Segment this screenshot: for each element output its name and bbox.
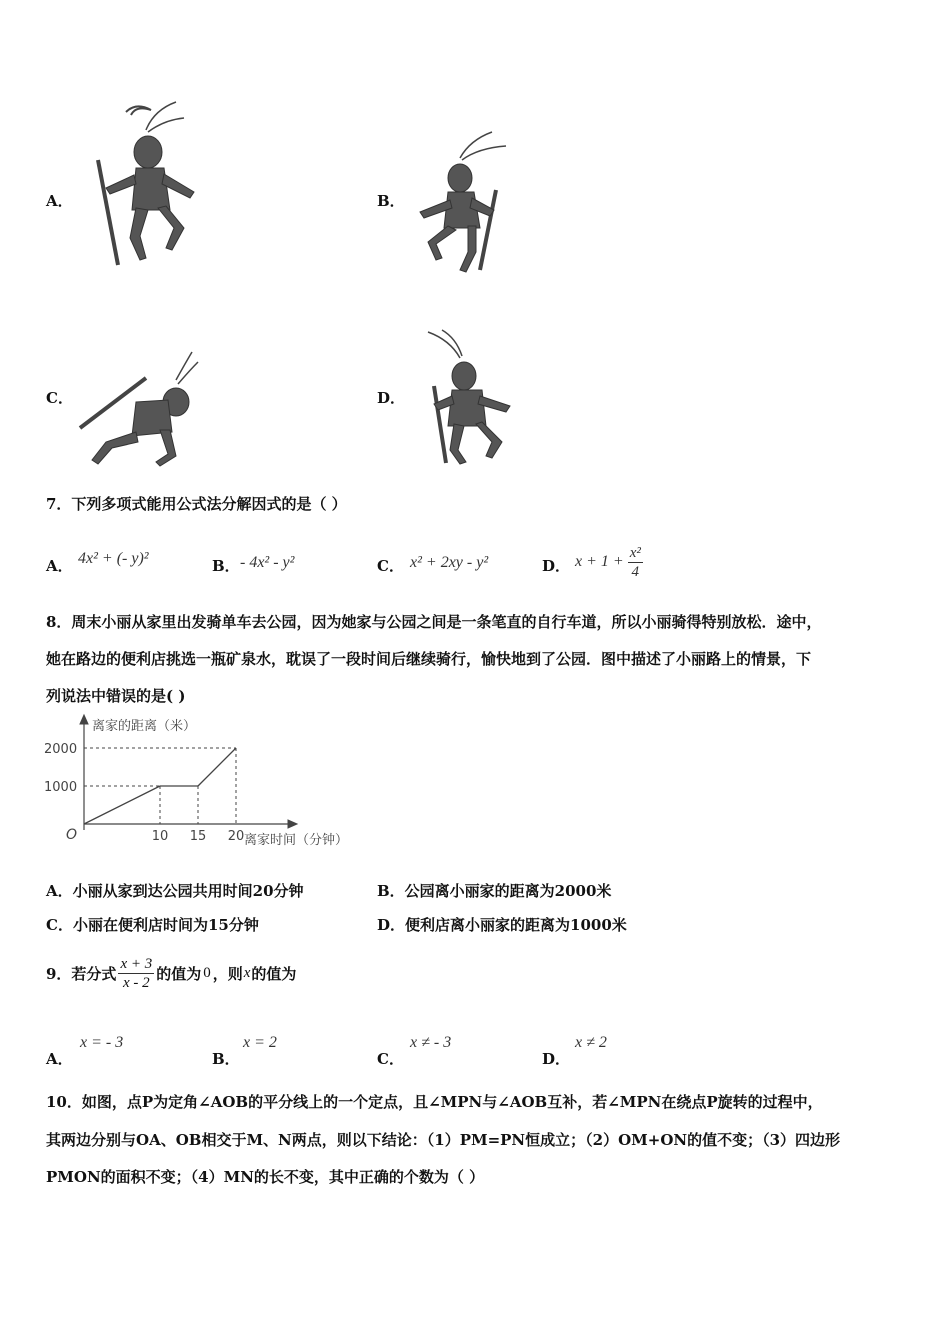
q9-post: 的值为 [251,964,297,983]
q9-option-d-expr: x ≠ 2 [575,1034,607,1051]
q7-text: 7．下列多项式能用公式法分解因式的是（ ） [46,495,347,513]
chart-xtick-20: 20 [227,829,245,844]
q9-comma: ，则 [212,964,243,983]
q7-option-a-expr: 4x² + (- y)² [78,550,149,567]
q7-option-d-expr [575,544,643,581]
monkey-figure-a [76,100,206,270]
q8-line1: 8．周末小丽从家里出发骑单车去公园，因为她家与公园之间是一条笔直的自行车道，所以小丽骑得特别放松．途中， [46,613,822,631]
distance-time-chart [40,712,380,860]
q8-option-d: D．便利店离小丽家的距离为1000米 [377,916,627,934]
q7-option-b-label: B． [212,557,240,575]
chart-ytick-1000: 1000 [44,780,78,795]
monkey-figure-c [76,350,201,470]
q9-option-b-label: B． [212,1050,240,1068]
chart-xtick-10: 10 [151,829,169,844]
q7-option-a-label: A． [46,557,73,575]
q9-text [46,948,296,998]
q7-option-d-denominator: 4 [631,564,640,580]
chart-segment-3 [198,748,236,786]
chart-origin-label: O [66,827,78,843]
q9-pre: 9．若分式 [46,964,117,983]
q8-line3: 列说法中错误的是( ) [46,687,186,705]
q7-option-d-numerator: x² [629,545,641,561]
q8-line2: 她在路边的便利店挑选一瓶矿泉水，耽误了一段时间后继续骑行，愉快地到了公园．图中描述了小丽路上的情景，下 [46,650,812,668]
q8-option-c: C．小丽在便利店时间为15分钟 [46,916,259,934]
q7-option-d-fraction [628,544,643,581]
q10-line2: 其两边分别与OA、OB相交于M、N两点，则以下结论：（1）PM=PN恒成立；（2）OM+ON的值不变；（3）四边形 [46,1131,841,1149]
q9-option-c-label: C． [377,1050,404,1068]
q9-fraction [118,955,154,992]
chart-xtick-15: 15 [189,829,207,844]
q6-option-d-label: D． [377,389,406,407]
q10-line3: PMON的面积不变；（4）MN的长不变，其中正确的个数为（ ） [46,1168,485,1186]
q6-option-c-label: C． [46,389,73,407]
monkey-figure-d [420,328,520,468]
q8-option-a: A．小丽从家到达公园共用时间20分钟 [46,882,304,900]
q7-option-d-pre: x + 1 + [575,553,624,571]
q9-mid: 的值为 [156,964,202,983]
q9-option-d-label: D． [542,1050,571,1068]
chart-ylabel: 离家的距离（米） [92,719,197,734]
q7-option-c-expr: x² + 2xy - y² [410,554,489,571]
chart-ytick-2000: 2000 [44,742,78,757]
q8-option-b: B．公园离小丽家的距离为2000米 [377,882,612,900]
q6-option-b-label: B． [377,192,405,210]
q6-option-a-label: A． [46,192,73,210]
q9-denominator: x - 2 [123,974,150,991]
chart-segment-1 [84,786,160,824]
monkey-figure-b [410,130,520,275]
q7-option-c-label: C． [377,557,404,575]
q9-var: x [243,964,251,981]
q9-option-a-label: A． [46,1050,73,1068]
q7-option-d-label: D． [542,557,571,575]
q10-line1: 10．如图，点P为定角∠AOB的平分线上的一个定点，且∠MPN与∠AOB互补，若∠MPN在绕点P旋转的过程中， [46,1093,823,1111]
q7-option-b-expr: - 4x² - y² [240,554,295,571]
q9-option-b-expr: x = 2 [243,1034,277,1051]
q9-numerator: x + 3 [120,955,153,972]
chart-xlabel: 离家时间（分钟） [244,833,349,848]
q9-option-c-expr: x ≠ - 3 [410,1034,452,1051]
q9-option-a-expr: x = - 3 [80,1034,124,1051]
q9-zero: 0 [203,964,211,981]
